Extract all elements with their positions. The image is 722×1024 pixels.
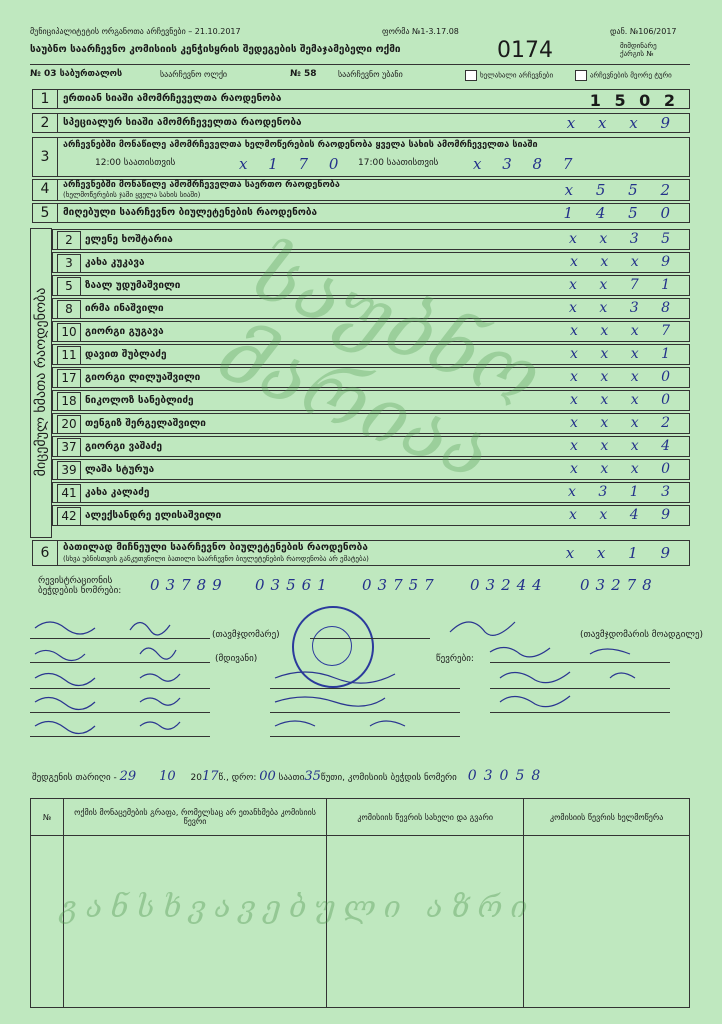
- col-member-name: კომისიის წევრის სახელი და გვარი: [327, 799, 524, 836]
- candidate-row: 18 ნიკოლოზ სანებლიძე x x x 0: [52, 390, 690, 411]
- date-time-label: წ., დრო:: [218, 773, 257, 783]
- candidate-votes: x x 3 8: [569, 300, 679, 316]
- total-voters-value: 1 5 0 2: [589, 91, 679, 110]
- row-3: [32, 137, 690, 177]
- col-member-signature: კომისიის წევრის ხელმოწერა: [524, 799, 690, 836]
- date-year-prefix: 20: [190, 773, 202, 783]
- row-label: მიღებული საარჩევნო ბიულეტენების რაოდენობა: [63, 207, 318, 218]
- row-4: [32, 179, 690, 201]
- received-ballots-value: 1 4 5 0: [563, 204, 679, 222]
- row-number: 5: [33, 204, 58, 222]
- watermark: საუბნო მარიაა: [206, 226, 553, 499]
- invalid-ballots-value: x x 1 9: [565, 544, 679, 562]
- hour-label: საათი: [278, 773, 305, 783]
- seal-number: 03058: [467, 768, 548, 784]
- candidate-row: 8 ირმა ინაშვილი x x 3 8: [52, 298, 690, 319]
- row-number: 3: [33, 138, 58, 176]
- row-label: არჩევნებში მონაწილე ამომრჩეველთა საერთო რაოდენობა: [63, 180, 340, 190]
- candidate-votes: x x x 7: [570, 323, 679, 339]
- noon-label: 12:00 საათისთვის: [95, 158, 176, 168]
- row-number: 2: [33, 114, 58, 132]
- date-label: შედგენის თარიღი -: [32, 773, 117, 783]
- document-title: საუბნო საარჩევნო კომისიის კენჭისყრის შედეგების შემაჯამებელი ოქმი: [30, 44, 401, 55]
- five-pm-value: x 3 8 7: [473, 155, 581, 173]
- row-number: 1: [33, 90, 58, 108]
- row-1: [32, 89, 690, 109]
- votes-side-label: მიცემულ ხმათა რაოდენობა: [33, 287, 49, 477]
- row-sublabel: (ხელმოწერების ჯამი ყველა სახის სიაში): [63, 191, 201, 199]
- sticker-number-2: 03561: [255, 576, 333, 594]
- candidate-row: 42 ალექსანდრე ელისაშვილი x x 4 9: [52, 505, 690, 526]
- candidate-votes: x x 4 9: [569, 507, 679, 523]
- form-number: ფორმა №1-3.17.08: [382, 27, 459, 36]
- date-minute: 35: [304, 769, 321, 784]
- candidate-votes: x x x 9: [570, 254, 679, 270]
- candidate-votes: x x x 0: [570, 392, 679, 408]
- date-day: 29: [119, 769, 137, 784]
- archive-line: მუნიციპალიტეტის ორგანოთა არჩევნები – 21.10.2017: [30, 27, 241, 36]
- row-number: 4: [33, 180, 58, 200]
- candidate-votes: x 3 1 3: [568, 484, 679, 500]
- votes-side-label-box: [30, 228, 52, 538]
- district: № 03 საბურთალოს: [30, 69, 123, 79]
- sticker-number-1: 03789: [150, 576, 228, 594]
- sticker-number-5: 03278: [580, 576, 658, 594]
- special-election-checkbox[interactable]: ხელახალი არჩევნები: [465, 70, 553, 81]
- candidate-votes: x x x 0: [570, 461, 679, 477]
- candidate-votes: x x 3 5: [569, 231, 679, 247]
- row-5: [32, 203, 690, 223]
- date-month: 10: [159, 769, 176, 784]
- noon-value: x 1 7 0: [239, 155, 347, 173]
- candidate-row: 37 გიორგი ვაშაძე x x x 4: [52, 436, 690, 457]
- date-year: 17: [201, 769, 219, 784]
- candidate-votes: x x 7 1: [569, 277, 679, 293]
- candidate-votes: x x x 2: [570, 415, 679, 431]
- district-suffix: საარჩევნო ოლქი: [160, 70, 228, 79]
- protocol-number: 0174: [497, 38, 553, 63]
- sticker-label: რევისტრაციონის ბეჭდების ნომრები:: [38, 576, 122, 596]
- candidate-row: 20 თენგიზ შერგელაშვილი x x x 2: [52, 413, 690, 434]
- candidate-row: 39 ლაშა სტურუა x x x 0: [52, 459, 690, 480]
- precinct-suffix: საარჩევნო უბანი: [338, 70, 403, 79]
- chair-label: (თავმჯდომარე): [212, 630, 280, 640]
- date-line: [32, 768, 547, 784]
- minute-label: წუთი, კომისიის ბეჭდის ნომერი: [320, 773, 457, 783]
- row-label: ბათილად მიჩნეული საარჩევნო ბიულეტენების რაოდენობა: [63, 542, 368, 553]
- candidate-row: 17 გიორგი ლილუაშვილი x x x 0: [52, 367, 690, 388]
- candidate-row: 41 კახა კალაძე x 3 1 3: [52, 482, 690, 503]
- row-number: 6: [33, 541, 58, 565]
- header-rule: [30, 64, 690, 65]
- secretary-label: (მდივანი): [215, 654, 258, 664]
- dissent-stamp: განსხვავებული აზრი: [60, 890, 536, 925]
- participants-value: x 5 5 2: [564, 181, 679, 199]
- row-sublabel: (სხვა უბნისთვის განკუთვნილი ბათილი საარჩევნო ბიულეტენების რაოდენობა არ ემატება): [63, 555, 369, 563]
- col-number: №: [31, 799, 64, 836]
- candidate-row: 11 დავით შუბლაძე x x x 1: [52, 344, 690, 365]
- row-label: ერთიან სიაში ამომრჩეველთა რაოდენობა: [63, 93, 282, 104]
- row-6: [32, 540, 690, 566]
- candidate-row: 5 ზაალ უდუმაშვილი x x 7 1: [52, 275, 690, 296]
- serial-label: მიმდინარე ქარგის №: [620, 42, 657, 58]
- row-label: სპეციალურ სიაში ამომრჩეველთა რაოდენობა: [63, 117, 302, 128]
- candidate-row: 10 გიორგი გუგავა x x x 7: [52, 321, 690, 342]
- precinct: № 58: [290, 69, 317, 79]
- sticker-number-4: 03244: [470, 576, 548, 594]
- candidate-votes: x x x 0: [570, 369, 679, 385]
- special-list-value: x x x 9: [566, 114, 679, 132]
- row-label: არჩევნებში მონაწილე ამომრჩეველთა ხელმოწერების რაოდენობა ყველა სახის ამომრჩეველთა სიაში: [63, 140, 538, 150]
- sticker-number-3: 03757: [362, 576, 440, 594]
- handwritten-signatures: [30, 610, 690, 740]
- candidate-votes: x x x 4: [570, 438, 679, 454]
- candidate-row: 3 კახა კუკავა x x x 9: [52, 252, 690, 273]
- row-2: [32, 113, 690, 133]
- date-hour: 00: [259, 769, 276, 784]
- candidate-row: 2 ელენე ხოშტარია x x 3 5: [52, 229, 690, 250]
- five-pm-label: 17:00 საათისთვის: [358, 158, 439, 168]
- annex-number: დან. №106/2017: [610, 27, 677, 36]
- members-label: წევრები:: [436, 654, 474, 664]
- col-data-field: ოქმის მონაცემების გრაფა, რომელსაც არ ეთანხმება კომისიის წევრი: [64, 799, 327, 836]
- second-round-checkbox[interactable]: არჩევნების მეორე ტური: [575, 70, 672, 81]
- deputy-label: (თავმჯდომარის მოადგილე): [580, 630, 704, 640]
- candidate-votes: x x x 1: [570, 346, 679, 362]
